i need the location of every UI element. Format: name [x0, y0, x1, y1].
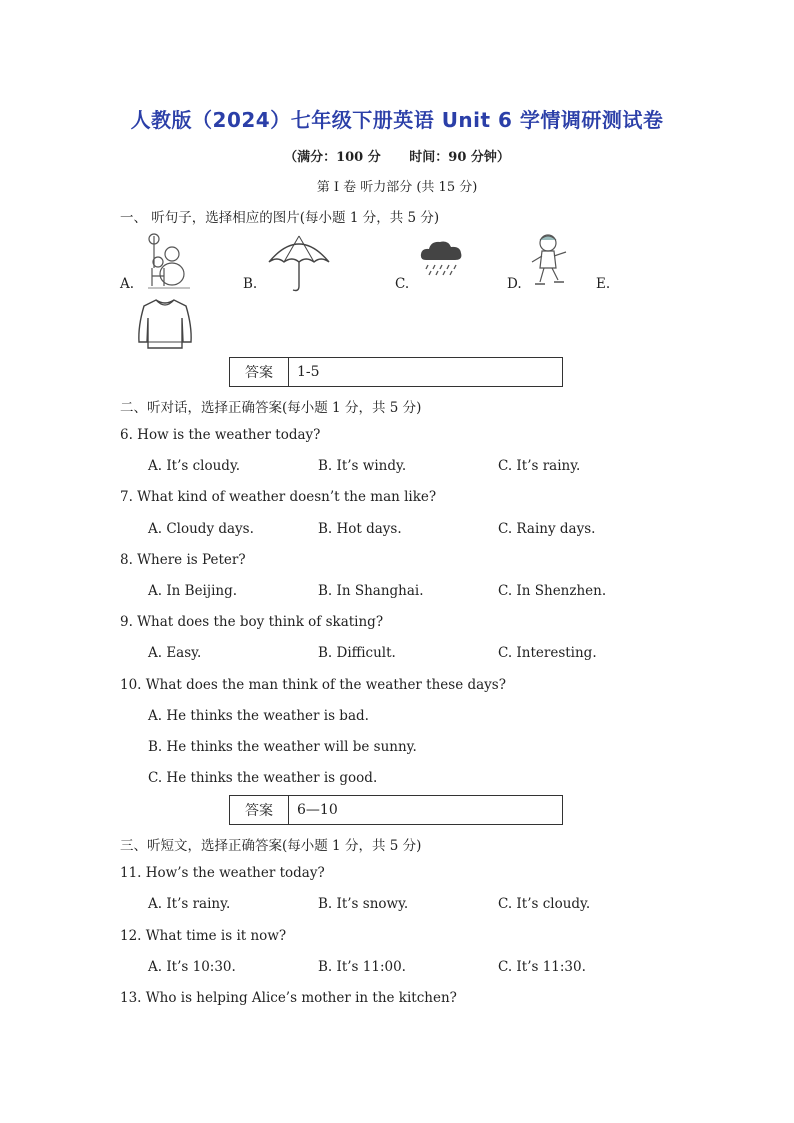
option: A. Easy.: [148, 645, 202, 661]
page-title: 人教版（2024）七年级下册英语 Unit 6 学情调研测试卷: [130, 108, 664, 132]
option: A. It’s 10:30.: [148, 959, 236, 975]
picture-label-a: A.: [120, 276, 135, 292]
answer-range: 1-5: [297, 364, 320, 380]
option: B. Difficult.: [318, 645, 396, 661]
option: B. Hot days.: [318, 521, 402, 537]
question-9: 9. What does the boy think of skating?: [120, 614, 384, 630]
section-1-heading: 一、 听句子，选择相应的图片(每小题 1 分，共 5 分): [120, 210, 440, 226]
exam-info: [0, 146, 794, 165]
option: B. In Shanghai.: [318, 583, 424, 599]
answer-box-6-10: [229, 795, 563, 825]
answer-label: 答案: [230, 796, 289, 824]
time-limit: 时间：90 分钟）: [409, 150, 510, 165]
option: C. He thinks the weather is good.: [148, 770, 378, 786]
option: A. It’s cloudy.: [148, 458, 241, 474]
answer-range: 6—10: [297, 802, 338, 818]
question-12: 12. What time is it now?: [120, 928, 287, 944]
part-heading: 第 I 卷 听力部分 (共 15 分): [316, 180, 478, 195]
question-11: 11. How’s the weather today?: [120, 865, 325, 881]
snowman-kids-picture: [146, 232, 192, 290]
question-13: 13. Who is helping Alice’s mother in the kitchen?: [120, 990, 457, 1006]
option: A. In Beijing.: [148, 583, 238, 599]
option: C. Rainy days.: [498, 521, 596, 537]
option: A. It’s rainy.: [148, 896, 231, 912]
option: B. It’s windy.: [318, 458, 407, 474]
option: A. Cloudy days.: [148, 521, 254, 537]
question-7: 7. What kind of weather doesn’t the man like?: [120, 489, 437, 505]
answer-box-1-5: [229, 357, 563, 387]
picture-label-b: B.: [243, 276, 258, 292]
answer-label: 答案: [230, 358, 289, 386]
sweater-picture: [136, 296, 194, 352]
skating-boy-picture: [528, 232, 572, 292]
option: C. In Shenzhen.: [498, 583, 607, 599]
option: C. It’s rainy.: [498, 458, 581, 474]
full-score: （满分：100 分: [284, 150, 381, 165]
picture-label-d: D.: [507, 276, 522, 292]
option: C. Interesting.: [498, 645, 597, 661]
option: C. It’s 11:30.: [498, 959, 586, 975]
umbrella-picture: [266, 232, 332, 294]
option: B. He thinks the weather will be sunny.: [148, 739, 417, 755]
option: C. It’s cloudy.: [498, 896, 591, 912]
picture-label-e: E.: [596, 276, 611, 292]
option: B. It’s 11:00.: [318, 959, 406, 975]
option: B. It’s snowy.: [318, 896, 409, 912]
rain-cloud-picture: [418, 238, 466, 278]
section-3-heading: 三、听短文，选择正确答案(每小题 1 分，共 5 分): [120, 838, 422, 854]
picture-label-c: C.: [395, 276, 410, 292]
option: A. He thinks the weather is bad.: [148, 708, 369, 724]
section-2-heading: 二、听对话，选择正确答案(每小题 1 分，共 5 分): [120, 400, 422, 416]
question-6: 6. How is the weather today?: [120, 427, 321, 443]
question-8: 8. Where is Peter?: [120, 552, 246, 568]
question-10: 10. What does the man think of the weather these days?: [120, 677, 506, 693]
